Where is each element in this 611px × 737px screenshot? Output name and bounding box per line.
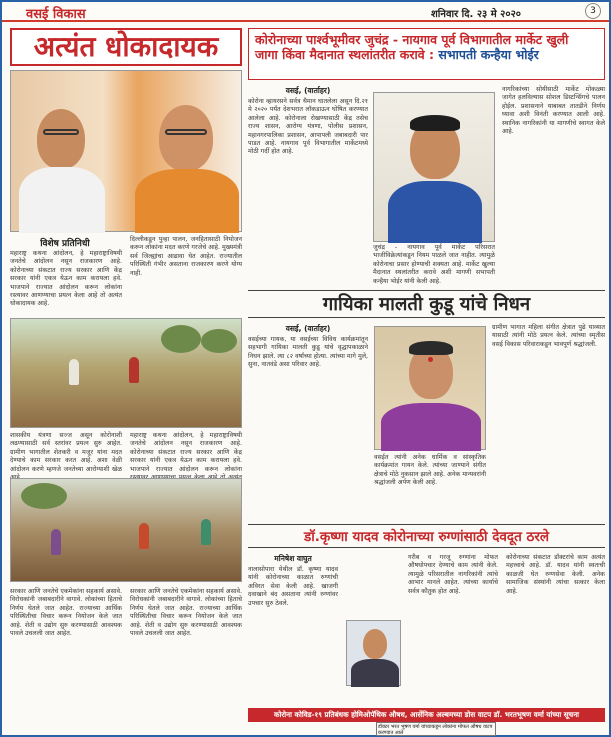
person-face	[37, 109, 85, 169]
worker-figure	[139, 523, 149, 549]
glasses-icon	[43, 129, 79, 135]
story3-text-a: वसईच्या गायक, या वसईच्या विविध कार्यक्रमांतून सहभागी गायिका मालती कुडू यांचे वृद्धापकाळाने निधन झाले. त्या ८२ वर्षांच्या होत्या. त्यांच्या मागे मुले, सुना, नातवंडे असा परिवार आहे.	[248, 336, 368, 369]
story4-dateline: मनिषेश वाघुत	[274, 554, 312, 563]
masthead	[2, 2, 609, 22]
kanhaiya-bhoir-photo	[373, 92, 495, 242]
story4-headline: डॉ.कृष्णा यादव कोरोनाच्या रुग्णांसाठी देवदूत ठरले	[303, 529, 549, 545]
story2-dateline: वसई, (वार्ताहर)	[285, 86, 331, 95]
hair-shape	[409, 341, 453, 355]
issue-date: शनिवार दि. २३ मे २०२०	[431, 9, 521, 20]
story3-text-b: वसईत त्यांनी अनेक धार्मिक व सांस्कृतिक कार्यक्रमांत गायन केले. त्यांच्या जाण्याने संगीत क्षेत्राचे मोठे नुकसान झाले आहे. अनेक मान्यवरांनी श्रद्धांजली अर्पण केली आहे.	[374, 454, 486, 487]
tree-shape	[201, 329, 237, 353]
hair-shape	[410, 115, 460, 131]
page-number: 3	[585, 3, 601, 19]
story1-byline: विशेष प्रतिनिधी	[40, 239, 90, 249]
worker-figure	[201, 519, 211, 545]
story3-headline: गायिका मालती कुडू यांचे निधन	[322, 294, 531, 315]
story2-text-a: कोरोना व्हायरसने सर्वत्र थैमान घातलेला असून दि.२१ मे २०२० पर्यंत देशभरात लॉकडाऊन घोषित करण्यात आलेला आहे. कोरोनाला रोखण्यासाठी केंद्र तसेच राज्य शासन, आरोग्य यंत्रणा, पोलीस प्रशासन, महानगरपालिका प्रशासन, आपापली जबाबदारी पार पाडत आहे. नायगाव पूर्व विभागातील मार्केटमध्ये मोठी गर्दी होत आहे.	[248, 98, 368, 156]
person-face	[363, 629, 387, 659]
story4-text-c: कोरोनाच्या संकटात डॉक्टरांचे काम अत्यंत महत्त्वाचे आहे. डॉ. यादव यांनी स्वतःची काळजी घेत रुग्णसेवा केली. अनेक सामाजिक संस्थांनी त्यांचा सत्कार केला आहे.	[506, 554, 605, 595]
story4-text-a: नालासोपारा येथील डॉ. कृष्णा यादव यांनी कोरोनाच्या काळात रुग्णांची अविरत सेवा केली आहे. खाजगी दवाखाने बंद असताना त्यांनी रुग्णांवर उपचार सुरु ठेवले.	[248, 566, 338, 607]
dr-krishna-yadav-photo	[346, 620, 401, 686]
newspaper-name: वसई विकास	[26, 7, 86, 22]
tree-shape	[21, 483, 67, 509]
story1-text-d: सरकार आणि जनतेचे एकमेकांना सहकार्य असावे. विरोधकांनी जबाबदारीने वागावे. लोकांच्या हिताचे निर्णय घेतले जात आहेत. राज्याच्या आर्थिक परिस्थितीचा विचार करून नियोजन केले जात आहे. शेती व उद्योग सुरु करण्यासाठी आवश्यक पावले उचलली जात आहेत.	[10, 588, 122, 638]
malti-kudu-photo	[374, 326, 486, 450]
story1-text-a: महाराष्ट्र कथना आंदोलन, हे महाराष्ट्राविषयी जनतेचे आंदोलन नसून राजकारण आहे. कोरोनाच्या संकटात राज्य सरकार आणि केंद्र सरकार यांनी एकत्र येऊन काम करायला हवे. भाजपाने राज्यात आंदोलन करून लोकांना रस्त्यावर आणण्याचा प्रयत्न केला आहे तो अत्यंत धोकादायक आहे.	[10, 250, 122, 308]
story2-headline-line2	[255, 47, 598, 62]
farm-labour-photo	[10, 478, 242, 582]
story2-headline-line2-text: जागा किंवा मैदानात स्थलांतरीत करावे :	[255, 47, 435, 62]
story2-attribution: सभापती कन्हैया भोईर	[438, 47, 539, 62]
bottom-info-box: डॉक्टर भरत भूषण वर्मा यांच्याकडून लोकांना मोफत औषध वाटप करण्यात आले	[376, 722, 496, 736]
worker-figure	[69, 359, 79, 385]
story2-text-b: जुचंद्र - नायगाव पूर्व मार्केट परिसरात भाजीविक्रेत्यांकडून नियम पाळले जात नाहीत. त्यामुळे कोरोनाचा प्रसार होण्याची शक्यता आहे. मार्केट खुल्या मैदानात स्थलांतरीत करावे अशी मागणी सभापती कन्हैया भोईर यांनी केली आहे.	[373, 244, 495, 285]
blue-shirt	[388, 181, 482, 243]
left-column	[10, 28, 242, 733]
field-workers-photo	[10, 318, 242, 428]
story2-text-c: नागरिकांच्या सोयीसाठी मार्केट मोकळ्या जागेत हलविल्यास सोशल डिस्टन्सिंगचे पालन होईल. प्रशासनाने याबाबत तातडीने निर्णय घ्यावा अशी विनंती करण्यात आली आहे. स्थानिक नागरिकांनी या मागणीचे स्वागत केले आहे.	[502, 86, 605, 136]
story2-headline-line1: कोरोनाच्या पार्श्वभूमीवर जुचंद्र - नायगाव पूर्व विभागातील मार्केट खुली	[255, 32, 569, 47]
bottom-headline-band	[248, 708, 605, 722]
story3-text-c: ग्रामीण भागात महिला संगीत क्षेत्रात पुढे याव्यात यासाठी त्यांनी मोठे प्रयत्न केले. त्यांच्या स्मृतीस वसई विकास परिवाराकडून भावपूर्ण श्रद्धांजली.	[492, 324, 605, 348]
story4-headline-box	[248, 524, 605, 548]
story1-text-b: दिल्लीकडून पुन्हा पालन, जनहितासाठी नियोजन करून लोकांना मदत करणे गरजेचे आहे. मुख्यमंत्री सर्व जिल्ह्यांचा आढावा घेत आहेत. राज्यातील परिस्थिती गंभीर असताना राजकारण करणे योग्य नाही.	[130, 236, 242, 277]
glasses-icon-2	[165, 129, 207, 135]
story2-headline-box	[248, 28, 605, 80]
tree-shape	[161, 325, 201, 353]
story1-text-d-cont: सरकार आणि जनतेचे एकमेकांना सहकार्य असावे. विरोधकांनी जबाबदारीने वागावे. लोकांच्या हिताचे निर्णय घेतले जात आहेत. राज्याच्या आर्थिक परिस्थितीचा विचार करून नियोजन केले जात आहे. शेती व उद्योग सुरु करण्यासाठी आवश्यक पावले उचलली जात आहेत.	[130, 588, 242, 638]
worker-figure	[129, 357, 139, 383]
right-region	[248, 28, 605, 736]
dark-suit	[351, 659, 399, 687]
worker-figure	[51, 529, 61, 555]
story3-dateline: वसई, (वार्ताहर)	[285, 324, 331, 333]
bottom-headline: कोरोना कोविड-१९ प्रतिबंधक होमिओपॅथिक औषध, आर्सेनिक अल्बमच्या डोस वाटप डॉ. भरतभूषण वर्मा यांच्या सूचना	[273, 710, 580, 719]
story3-headline-box	[248, 290, 605, 318]
bindi-icon	[428, 357, 433, 362]
story1-text-c: शासकीय यंत्रणा सज्ज असून कोरोनाशी लढण्यासाठी सर्व स्तरांवर प्रयत्न सुरु आहेत. ग्रामीण भागातील शेतकरी व मजूर यांना मदत देण्याचे काम सरकार करत आहे. अशा वेळी आंदोलन करणे म्हणजे जनतेच्या आरोग्याशी खेळ	[10, 432, 122, 473]
story1-headline: अत्यंत धोकादायक	[33, 30, 219, 63]
saree-shape	[381, 403, 481, 451]
politicians-photo	[10, 70, 242, 232]
story1-headline-box	[10, 28, 242, 66]
white-shirt	[19, 167, 105, 233]
story1-text-c-cont: महाराष्ट्र कथना आंदोलन, हे महाराष्ट्राविषयी जनतेचे आंदोलन नसून राजकारण आहे. कोरोनाच्या संकटात राज्य सरकार आणि केंद्र सरकार यांनी एकत्र येऊन काम करायला हवे. भाजपाने राज्यात आंदोलन करून लोकांना	[130, 432, 242, 473]
person-face-2	[159, 105, 213, 171]
story4-text-b: गरीब व गरजू रुग्णांना मोफत औषधोपचार देण्याचे काम त्यांनी केले. त्यामुळे परिसरातील नागरिकांनी त्यांचे आभार मानले आहेत. त्यांच्या कार्याचे सर्वत्र कौतुक होत आहे.	[408, 554, 498, 595]
saffron-scarf	[135, 169, 239, 233]
